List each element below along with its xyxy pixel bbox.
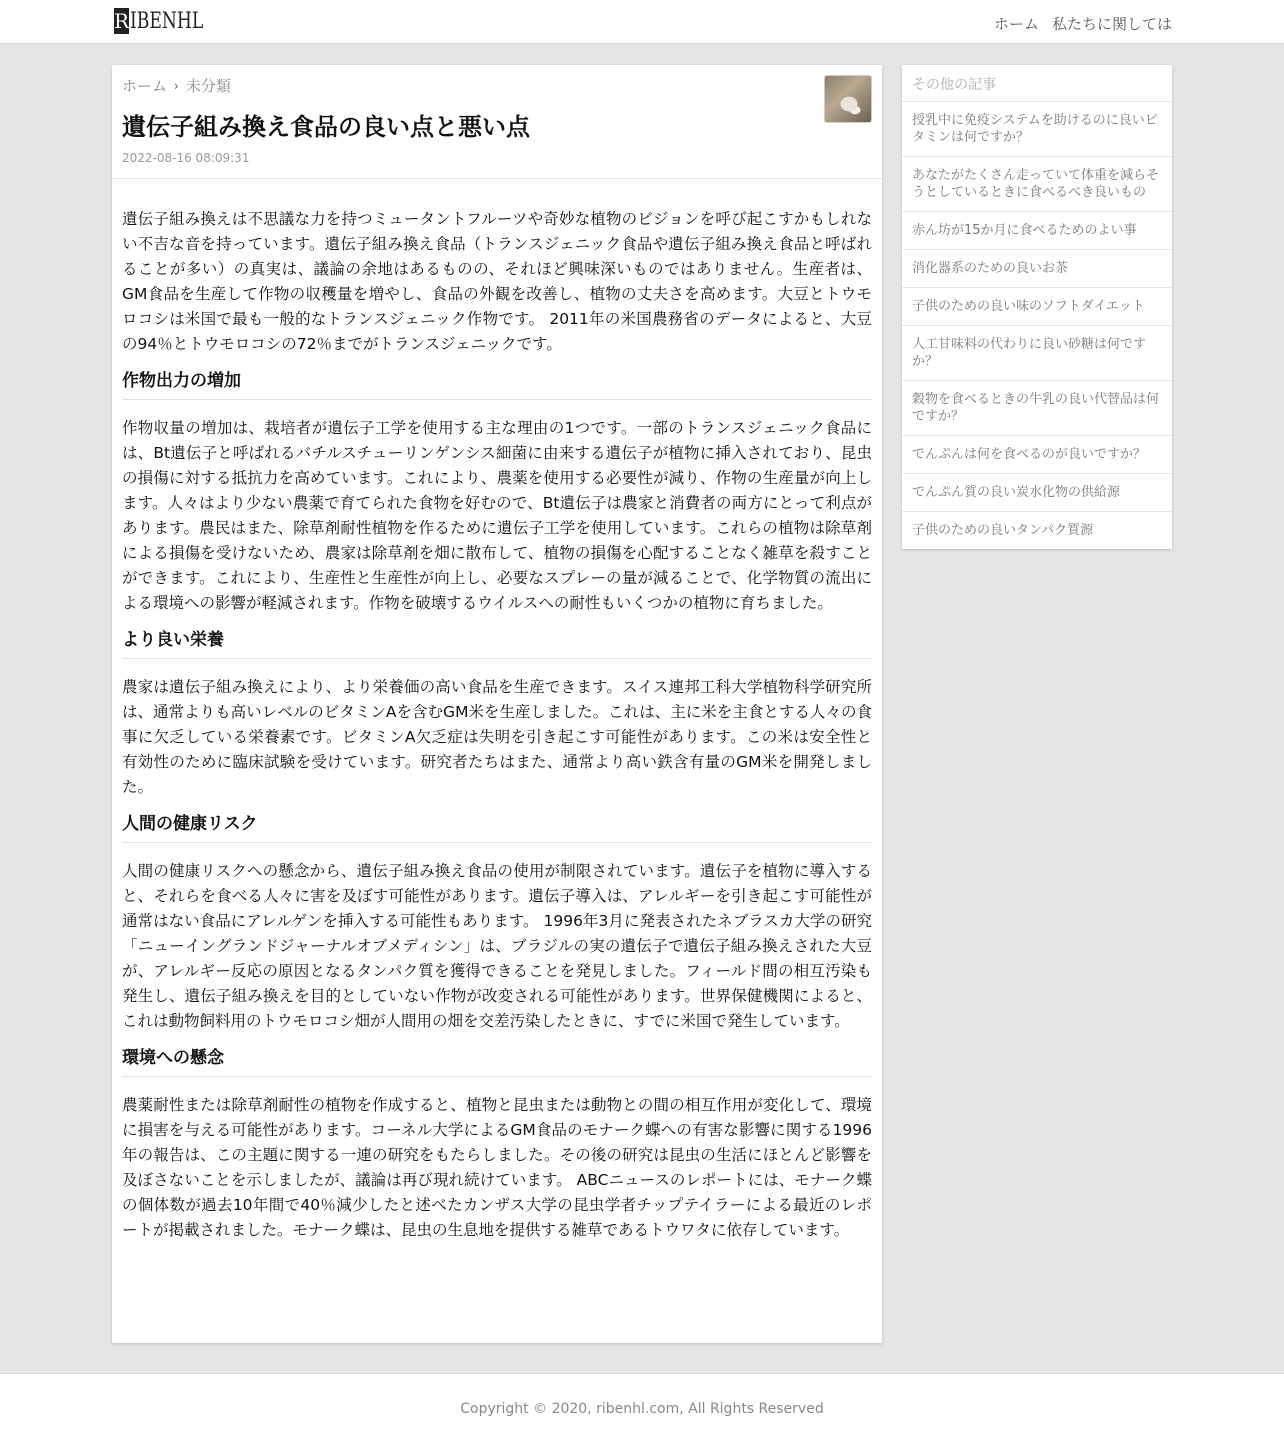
article-header (112, 65, 882, 179)
section-paragraph: 人間の健康リスクへの懸念から、遺伝子組み換え食品の使用が制限されています。遺伝子を植物に導入すると、それらを食べる人々に害を及ぼす可能性があります。遺伝子導入は、アレルギーを引き起こす可能性が通常はない食品にアレルゲンを挿入する可能性もあります。 1996年3月に発表されたネブラスカ大学の研究「ニューイングランドジャーナルオブメディシン」は、ブラジルの実の遺伝子で遺伝子組み換えされた大豆が、アレルギー反応の原因となるタンパク質を獲得できることを発見しました。フィールド間の相互汚染も発生し、遺伝子組み換えを目的としていない作物が改変される可能性があります。世界保健機関によると、これは動物飼料用のトウモロコシ畑が人間用の畑を交差汚染したときに、すでに米国で発生しています。 (122, 862, 872, 1030)
section-heading: 環境への懸念 (122, 1046, 872, 1077)
article-date: 2022-08-16 08:09:31 (122, 151, 250, 165)
section-paragraph: 農薬耐性または除草剤耐性の植物を作成すると、植物と昆虫または動物との間の相互作用が変化して、環境に損害を与える可能性があります。コーネル大学によるGM食品のモナーク蝶への有害な影響に関する1996年の報告は、この主題に関する一連の研究をもたらしました。その後の研究は昆虫の生活にほとんど影響を及ぼさないことを示しましたが、議論は再び現れ続けています。 ABCニュースのレポートには、モナーク蝶の個体数が過去10年間で40％減少したと述べたカンザス大学の昆虫学者チップテイラーによる最近のレポートが掲載されました。モナーク蝶は、昆虫の生息地を提供する雑草であるトウワタに依存しています。 (122, 1096, 872, 1239)
sidebar-article-link[interactable]: でんぷんは何を食べるのが良いですか？ (902, 436, 1172, 474)
sidebar-article-link[interactable]: でんぷん質の良い炭水化物の供給源 (902, 474, 1172, 512)
article-title: 遺伝子組み換え食品の良い点と悪い点 (122, 113, 530, 141)
page-footer (0, 1373, 1284, 1443)
article-intro-paragraph: 遺伝子組み換えは不思議な力を持つミュータントフルーツや奇妙な植物のビジョンを呼び起こすかもしれない不吉な音を持っています。遺伝子組み換え食品（トランスジェニック食品や遺伝子組み換え食品と呼ばれることが多い）の真実は、議論の余地はあるものの、それほど興味深いものではありません。生産者は、GM食品を生産して作物の収穫量を増やし、食品の外観を改善し、植物の丈夫さを高めます。大豆とトウモロコシは米国で最も一般的なトランスジェニック作物です。 2011年の米国農務省のデータによると、大豆の94％とトウモロコシの72％までがトランスジェニックです。 (122, 210, 872, 353)
sidebar-article-link[interactable]: 穀物を食べるときの牛乳の良い代替品は何ですか？ (902, 381, 1172, 436)
section-heading: 人間の健康リスク (122, 812, 872, 843)
article-thumbnail-image (824, 75, 872, 123)
sidebar-article-link[interactable]: 子供のための良い味のソフトダイエット (902, 288, 1172, 326)
footer-copyright: Copyright © 2020, ribenhl.com, All Rights Reserved (460, 1401, 824, 1417)
top-navbar (0, 0, 1284, 44)
logo-initial: R (114, 9, 130, 33)
sidebar-article-link[interactable]: 人工甘味料の代わりに良い砂糖は何ですか？ (902, 326, 1172, 381)
article-body (112, 179, 882, 1243)
sidebar-other-articles (902, 65, 1172, 549)
article-card (112, 65, 882, 1343)
sidebar-article-link[interactable]: 消化器系のための良いお茶 (902, 250, 1172, 288)
breadcrumb-category-link[interactable]: 未分類 (185, 77, 231, 95)
main-nav (994, 13, 1172, 34)
sidebar-article-link[interactable]: 子供のための良いタンパク質源 (912, 523, 1094, 538)
site-logo[interactable] (114, 7, 224, 35)
nav-home-link[interactable]: ホーム (993, 15, 1039, 33)
breadcrumb (122, 75, 231, 96)
breadcrumb-home-link[interactable]: ホーム (122, 77, 168, 95)
sidebar-title: その他の記事 (902, 65, 1172, 102)
sidebar-article-link[interactable]: 授乳中に免疫システムを助けるのに良いビタミンは何ですか？ (902, 102, 1172, 157)
logo-text: IBENHL (130, 8, 204, 34)
section-paragraph: 農家は遺伝子組み換えにより、より栄養価の高い食品を生産できます。スイス連邦工科大学植物科学研究所は、通常よりも高いレベルのビタミンAを含むGM米を生産しました。これは、主に米を主食とする人々の食事に欠乏している栄養素です。ビタミンA欠乏症は失明を引き起こす可能性があります。この米は安全性と有効性のために臨床試験を受けています。研究者たちはまた、通常より高い鉄含有量のGM米を開発しました。 (122, 678, 872, 796)
section-paragraph: 作物収量の増加は、栽培者が遺伝子工学を使用する主な理由の1つです。一部のトランスジェニック食品には、Bt遺伝子と呼ばれるバチルスチューリンゲンシス細菌に由来する遺伝子が植物に挿入されており、昆虫の損傷に対する抵抗力を高めています。これにより、農薬を使用する必要性が減り、作物の生産量が向上します。人々はより少ない農薬で育てられた食物を好むので、Bt遺伝子は農家と消費者の両方にとって利点があります。農民はまた、除草剤耐性植物を作るために遺伝子工学を使用しています。これらの植物は除草剤による損傷を受けないため、農家は除草剤を畑に散布して、植物の損傷を心配することなく雑草を殺すことができます。これにより、生産性と生産性が向上し、必要なスプレーの量が減ることで、化学物質の流出による環境への影響が軽減されます。作物を破壊するウイルスへの耐性もいくつかの植物に育ちました。 (122, 419, 872, 612)
nav-about-link[interactable]: 私たちに関しては (1051, 15, 1172, 33)
section-heading: より良い栄養 (122, 628, 872, 659)
breadcrumb-separator: › (174, 78, 179, 93)
sidebar-article-link[interactable]: 赤ん坊が15か月に食べるためのよい事 (902, 212, 1172, 250)
sidebar-article-link[interactable]: あなたがたくさん走っていて体重を減らそうとしているときに食べるべき良いもの (902, 157, 1172, 212)
section-heading: 作物出力の増加 (122, 369, 872, 400)
